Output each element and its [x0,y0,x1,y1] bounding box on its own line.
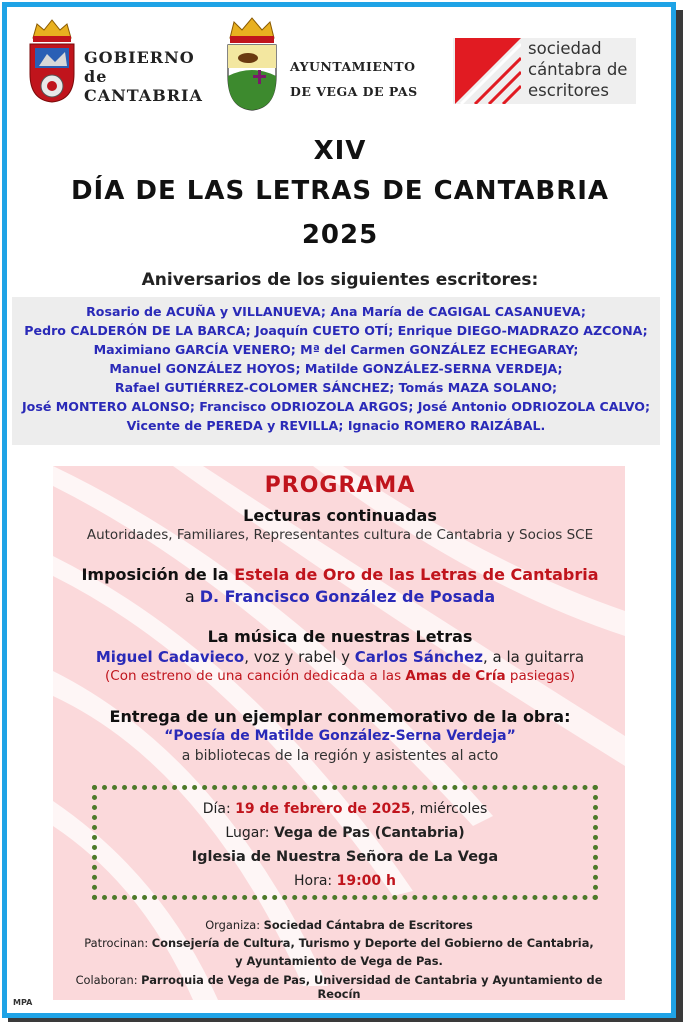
dia-label: Día: [202,801,236,817]
mpa-mark: MPA [13,998,33,1007]
estreno-post: pasiegas) [505,668,575,684]
event-lugar [92,825,598,841]
event-dia [92,801,598,817]
author-line: José MONTERO ALONSO; Francisco ODRIOZOLA ARGOS; José Antonio ODRIOZOLA CALVO; [21,399,650,414]
lugar-label: Lugar: [225,825,274,841]
ayuntamiento-line-2: DE VEGA DE PAS [290,84,418,99]
lecturas-title: Lecturas continuadas [243,506,437,525]
ayuntamiento-line-1: AYUNTAMIENTO [290,59,416,74]
dia-post: , miércoles [410,801,488,817]
entrega-obra: “Poesía de Matilde González-Serna Verdeja” [164,728,516,744]
sce-logo-icon [455,38,521,104]
event-hora [92,873,598,889]
entrega-title: Entrega de un ejemplar conmemorativo de la obra: [109,707,571,726]
title-edition: XIV [313,136,367,166]
ayuntamiento-text [290,54,418,104]
amas-de-cria: Amas de Cría [405,668,506,684]
sce-line-3: escritores [528,81,609,100]
sce-logo-text [528,38,627,101]
author-line: Pedro CALDERÓN DE LA BARCA; Joaquín CUETO OTÍ; Enrique DIEGO-MADRAZO AZCONA; [24,323,648,338]
imposicion-line [40,565,640,584]
aniversarios-list [12,302,660,435]
imposicion-persona: D. Francisco González de Posada [199,587,496,606]
patrocinan-label: Patrocinan: [84,936,152,950]
colaboran-label: Colaboran: [75,973,142,987]
sce-line-2: cántabra de [528,60,628,79]
sce-line-1: sociedad [528,39,602,58]
credits-patrocinan [53,936,625,950]
ayuntamiento-vega-de-pas-crest-icon [224,14,280,112]
musica-mid: , voz y rabel y [244,648,355,666]
programa-heading: PROGRAMA [264,473,416,498]
gobierno-cantabria-text [84,48,203,105]
organiza-value: Sociedad Cántabra de Escritores [263,918,473,932]
title-main: DÍA DE LAS LETRAS DE CANTABRIA [70,176,610,206]
musica-performers [40,648,640,666]
carlos-sanchez: Carlos Sánchez [354,648,483,666]
author-line: Rosario de ACUÑA y VILLANUEVA; Ana María de CAGIGAL CASANUEVA; [86,304,586,319]
credits-organiza [53,918,625,932]
miguel-cadavieco: Miguel Cadavieco [95,648,245,666]
credits-colaboran [53,973,625,1001]
dia-value: 19 de febrero de 2025 [235,801,411,817]
estela-de-oro: Estela de Oro de las Letras de Cantabria [234,565,599,584]
hora-value: 19:00 h [336,873,396,889]
credits-patrocinan-2: y Ayuntamiento de Vega de Pas. [235,954,443,968]
frame-shadow-right [676,10,683,1022]
hora-label: Hora: [293,873,337,889]
gobierno-line-1: GOBIERNO [84,48,195,67]
imposicion-a: a [184,587,200,606]
gobierno-line-3: CANTABRIA [84,86,203,105]
event-iglesia: Iglesia de Nuestra Señora de La Vega [191,849,499,865]
author-line: Rafael GUTIÉRREZ-COLOMER SÁNCHEZ; Tomás MAZA SOLANO; [114,380,558,395]
author-line: Manuel GONZÁLEZ HOYOS; Matilde GONZÁLEZ-SERNA VERDEJA; [109,361,563,376]
patrocinan-value: Consejería de Cultura, Turismo y Deporte del Gobierno de Cantabria, [151,936,594,950]
organiza-label: Organiza: [205,918,264,932]
title-year: 2025 [301,220,379,250]
aniversarios-heading: Aniversarios de los siguientes escritores: [141,270,539,290]
musica-estreno [40,668,640,684]
estreno-pre: (Con estreno de una canción dedicada a las [105,668,406,684]
gobierno-cantabria-crest-icon [27,16,77,104]
musica-title: La música de nuestras Letras [207,627,473,646]
colaboran-value: Parroquia de Vega de Pas, Universidad de Cantabria y Ayuntamiento de Reocín [141,973,603,1001]
imposicion-persona-line [40,587,640,606]
gobierno-line-2: de [84,67,108,86]
author-line: Maximiano GARCÍA VENERO; Mª del Carmen GONZÁLEZ ECHEGARAY; [93,342,579,357]
author-line: Vicente de PEREDA y REVILLA; Ignacio ROMERO RAIZÁBAL. [126,418,546,433]
lugar-value: Vega de Pas (Cantabria) [273,825,465,841]
imposicion-pre: Imposición de la [81,565,235,584]
entrega-sub: a bibliotecas de la región y asistentes al acto [181,748,499,764]
musica-end: , a la guitarra [482,648,585,666]
lecturas-sub: Autoridades, Familiares, Representantes cultura de Cantabria y Socios SCE [86,527,594,543]
